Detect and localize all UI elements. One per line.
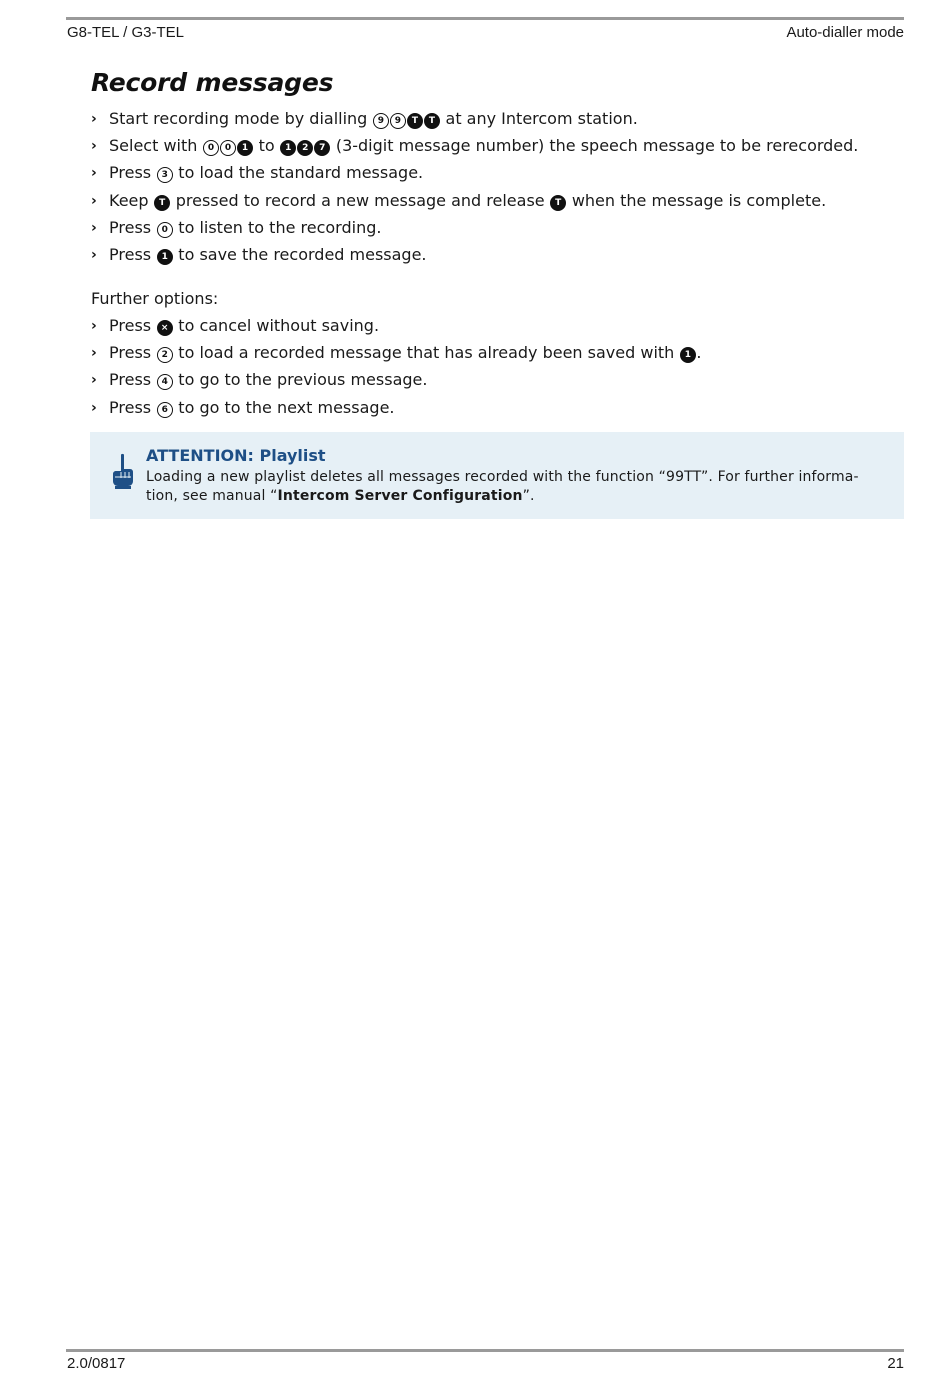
note-text: Loading a new playlist deletes all messages recorded with the function “99TT”. For further informa-tion, see manual “Intercom Server Configuration”. (146, 469, 859, 504)
key-t-icon: T (550, 195, 566, 211)
bullet-arrow-icon: › (91, 345, 97, 362)
header-section: Auto-dialler mode (786, 24, 904, 41)
key-cancel-icon: × (157, 320, 173, 336)
bullet-arrow-icon: › (91, 165, 97, 182)
bullet-arrow-icon: › (91, 399, 97, 416)
key-t-icon: T (154, 195, 170, 211)
key-0-icon: 0 (157, 222, 173, 238)
page-number: 21 (887, 1355, 904, 1372)
list-item: › Press 3 to load the standard message. (91, 163, 424, 183)
list-item: › Press × to cancel without saving. (91, 316, 380, 335)
key-4-icon: 4 (157, 374, 173, 390)
note-title: ATTENTION: Playlist (146, 446, 326, 465)
bullet-arrow-icon: › (91, 111, 97, 127)
key-t-icon: T (424, 113, 440, 129)
key-2-icon: 2 (157, 347, 173, 363)
header-product: G8-TEL / G3-TEL (67, 24, 184, 41)
attention-note (90, 432, 904, 519)
key-2-icon: 2 (297, 140, 313, 156)
bullet-arrow-icon: › (91, 138, 97, 155)
key-0-icon: 0 (203, 140, 219, 156)
further-options-label: Further options: (91, 289, 219, 308)
list-item: › Press 6 to go to the next message. (91, 397, 395, 417)
bullet-arrow-icon: › (91, 246, 97, 263)
list-item: › Press 1 to save the recorded message. (91, 244, 427, 264)
key-3-icon: 3 (157, 167, 173, 183)
footer-rule (66, 1349, 904, 1352)
list-item: › Press 2 to load a recorded message that has already been saved with 1 . (91, 343, 702, 363)
pointing-finger-icon (112, 453, 134, 489)
bullet-arrow-icon: › (91, 219, 97, 236)
key-7-icon: 7 (314, 140, 330, 156)
further-options-list (91, 316, 911, 425)
list-item: › Select with 0 0 1 to 1 2 7 (3-digit message number) the speech message to be rerecorded. (91, 136, 859, 156)
key-9-icon: 9 (390, 113, 406, 129)
bullet-arrow-icon: › (91, 318, 97, 334)
key-t-icon: T (407, 113, 423, 129)
key-9-icon: 9 (373, 113, 389, 129)
list-item: › Keep T pressed to record a new message and release T when the message is complete. (91, 190, 827, 210)
bullet-arrow-icon: › (91, 372, 97, 389)
list-item: › Start recording mode by dialling 9 9 T T at any Intercom station. (91, 109, 638, 128)
key-1-icon: 1 (237, 140, 253, 156)
page-title: Record messages (91, 68, 334, 97)
key-1-icon: 1 (280, 140, 296, 156)
key-6-icon: 6 (157, 402, 173, 418)
footer-version: 2.0/0817 (67, 1355, 126, 1372)
header-rule (66, 17, 904, 20)
list-item: › Press 4 to go to the previous message. (91, 370, 428, 390)
key-1-icon: 1 (680, 347, 696, 363)
key-0-icon: 0 (220, 140, 236, 156)
key-1-icon: 1 (157, 249, 173, 265)
recording-steps-list (91, 109, 911, 272)
manual-name: Intercom Server Configuration (277, 487, 523, 504)
bullet-arrow-icon: › (91, 192, 97, 209)
list-item: › Press 0 to listen to the recording. (91, 217, 382, 237)
